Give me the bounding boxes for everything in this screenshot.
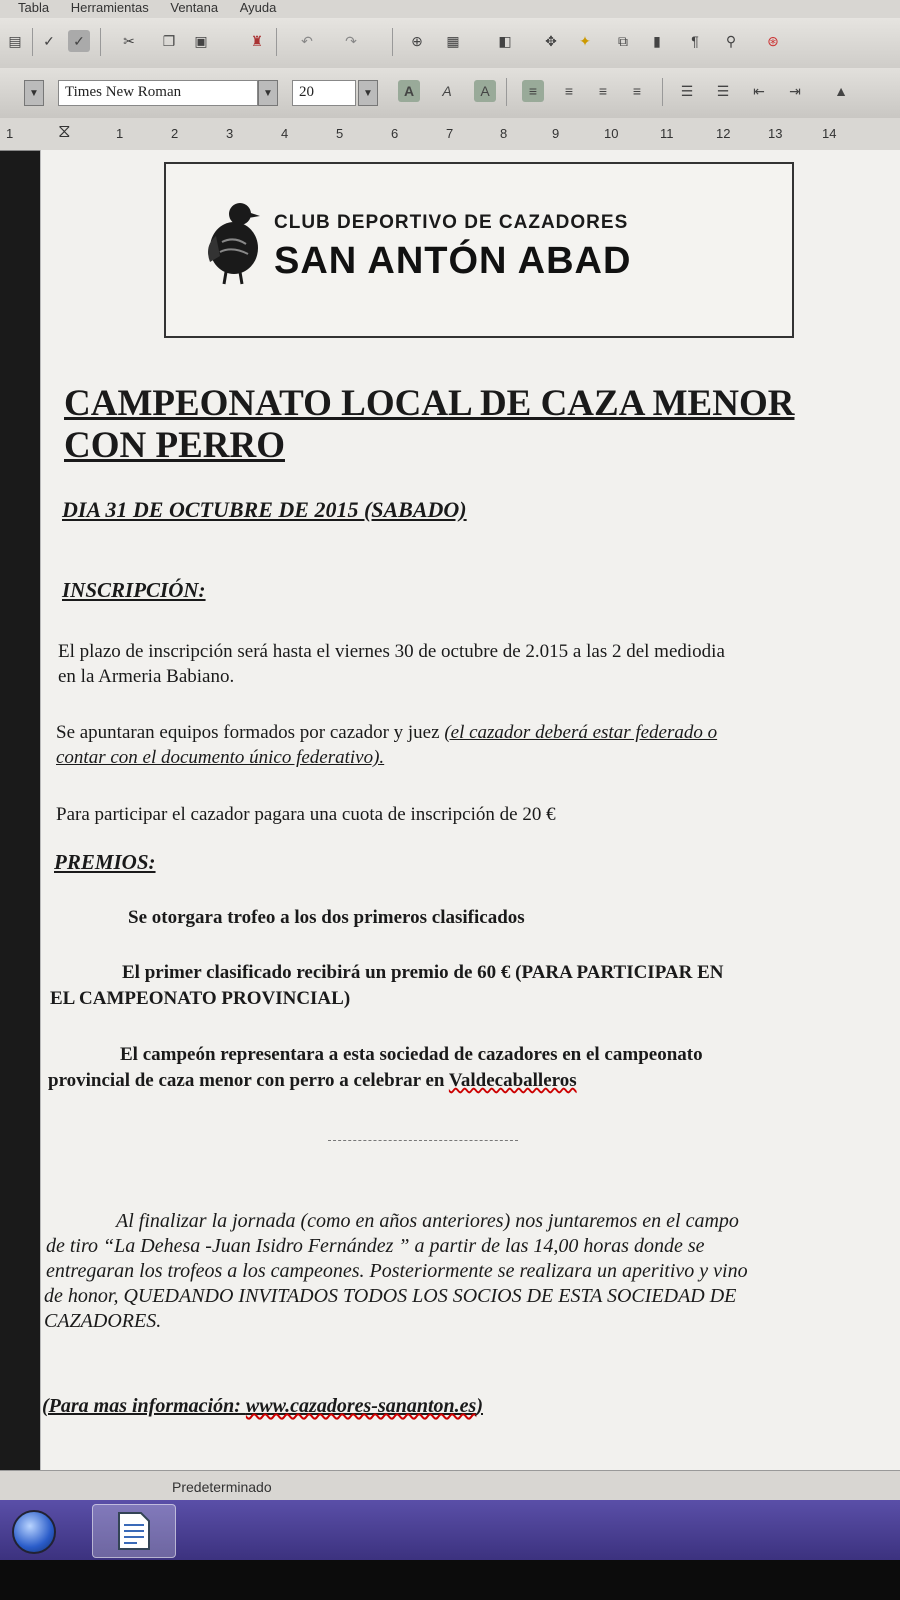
info-prefix: (Para mas información: xyxy=(42,1395,246,1417)
closing-text: de honor, QUEDANDO INVITADOS TODOS LOS SOCIOS DE ESTA SOCIEDAD DE xyxy=(44,1285,737,1307)
taskbar xyxy=(0,1500,900,1560)
formatting-toolbar xyxy=(0,68,900,119)
info-suffix: ) xyxy=(476,1395,483,1417)
justify-icon[interactable]: ≡ xyxy=(632,83,642,99)
navigator-icon[interactable]: ✥ xyxy=(545,32,557,49)
underline-icon[interactable]: A xyxy=(474,80,496,102)
chart-icon[interactable]: ◧ xyxy=(498,32,512,49)
paragraph-text: El plazo de inscripción será hasta el viernes 30 de octubre de 2.015 a las 2 del mediodia xyxy=(58,641,725,662)
indent-marker-icon[interactable]: ⧖ xyxy=(58,121,71,141)
nonprinting-chars-icon[interactable]: ¶ xyxy=(691,33,699,49)
font-name-dropdown-icon[interactable]: ▼ xyxy=(258,80,278,106)
paste-icon[interactable]: ▣ xyxy=(194,32,208,49)
toolbar-separator xyxy=(506,78,507,106)
inscripcion-heading: INSCRIPCIÓN: xyxy=(62,578,206,602)
paragraph-text xyxy=(56,722,717,744)
closing-text: de tiro “La Dehesa -Juan Isidro Fernández ” a partir de las 14,00 horas donde se xyxy=(46,1235,705,1257)
menu-herramientas[interactable]: Herramientas xyxy=(70,0,149,15)
ruler-number: 3 xyxy=(226,126,234,141)
event-date: DIA 31 DE OCTUBRE DE 2015 (SABADO) xyxy=(62,497,467,522)
cut-icon[interactable]: ✂ xyxy=(123,32,135,49)
menu-ayuda[interactable]: Ayuda xyxy=(239,0,277,15)
start-button-icon[interactable] xyxy=(12,1510,56,1554)
toolbar-separator xyxy=(100,28,101,56)
open-icon[interactable]: ▤ xyxy=(8,32,22,49)
standard-toolbar xyxy=(0,18,900,69)
copy-icon[interactable]: ❐ xyxy=(162,32,176,49)
bold-icon[interactable]: A xyxy=(398,80,420,102)
align-right-icon[interactable]: ≡ xyxy=(598,83,608,99)
increase-indent-icon[interactable]: ⇥ xyxy=(789,82,801,99)
align-center-icon[interactable]: ≡ xyxy=(564,83,574,99)
clone-format-icon[interactable]: ♜ xyxy=(250,32,264,49)
find-replace-icon[interactable]: ⧉ xyxy=(618,32,628,49)
ruler-number: 1 xyxy=(116,126,124,141)
paragraph-text-italic: contar con el documento único federativo). xyxy=(56,747,385,768)
zoom-icon[interactable]: ⚲ xyxy=(725,32,737,49)
autospellcheck-icon[interactable]: ✓ xyxy=(68,30,90,52)
screen-bezel xyxy=(0,1560,900,1600)
font-size-dropdown-icon[interactable]: ▼ xyxy=(358,80,378,106)
styles-dropdown-button[interactable]: ▼ xyxy=(24,80,44,106)
writer-document-icon xyxy=(117,1511,151,1551)
font-color-icon[interactable]: ▲ xyxy=(834,83,848,99)
logo-club-title: SAN ANTÓN ABAD xyxy=(274,240,632,282)
font-name-box[interactable]: Times New Roman xyxy=(58,80,258,106)
toolbar-separator xyxy=(662,78,663,106)
toolbar-separator xyxy=(32,28,33,56)
website-link[interactable]: www.cazadores-sananton.es xyxy=(245,1395,477,1417)
undo-icon[interactable]: ↶ xyxy=(301,32,313,49)
decrease-indent-icon[interactable]: ⇤ xyxy=(753,82,765,99)
ruler-number: 8 xyxy=(500,126,508,141)
prize-text: El primer clasificado recibirá un premio de 60 € (PARA PARTICIPAR EN xyxy=(122,962,724,983)
ruler-number: 4 xyxy=(281,126,289,141)
align-left-icon[interactable]: ≡ xyxy=(522,80,544,102)
closing-text: CAZADORES. xyxy=(44,1310,162,1332)
ruler-number: 2 xyxy=(171,126,179,141)
redo-icon[interactable]: ↷ xyxy=(345,32,357,49)
ruler-number: 11 xyxy=(660,126,674,141)
menu-tabla[interactable]: Tabla xyxy=(18,0,50,15)
toolbar-separator xyxy=(392,28,393,56)
writer-taskbar-button[interactable] xyxy=(92,1504,176,1558)
prize-text: Se otorgara trofeo a los dos primeros clasificados xyxy=(128,907,525,928)
menu-bar xyxy=(0,0,900,18)
partridge-logo-icon xyxy=(196,196,268,286)
ruler-number: 5 xyxy=(336,126,344,141)
help-icon[interactable]: ⊛ xyxy=(767,32,779,49)
document-page[interactable] xyxy=(40,150,900,1470)
paragraph-text-italic: (el cazador deberá estar federado o xyxy=(444,722,718,743)
info-line xyxy=(42,1395,483,1418)
ruler-number: 1 xyxy=(6,126,14,141)
dotted-separator xyxy=(328,1140,518,1141)
prize-text-plain: provincial de caza menor con perro a celebrar en xyxy=(48,1070,449,1091)
ruler-number: 12 xyxy=(716,126,731,141)
paragraph-text-plain: Se apuntaran equipos formados por cazador y juez xyxy=(56,722,445,743)
gallery-icon[interactable]: ▮ xyxy=(653,32,661,49)
italic-icon[interactable]: A xyxy=(442,83,452,99)
logo-club-name: CLUB DEPORTIVO DE CAZADORES xyxy=(274,212,629,233)
closing-text: Al finalizar la jornada (como en años anteriores) nos juntaremos en el campo xyxy=(116,1210,739,1232)
numbering-icon[interactable]: ☰ xyxy=(680,82,694,99)
text-boundary xyxy=(40,150,41,1470)
closing-text: entregaran los trofeos a los campeones. Posteriormente se realizara un aperitivo y vino xyxy=(46,1260,748,1282)
page-style-status[interactable]: Predeterminado xyxy=(172,1479,272,1495)
prize-text xyxy=(48,1070,577,1092)
toolbar-separator xyxy=(276,28,277,56)
misspelled-word[interactable]: Valdecaballeros xyxy=(448,1070,577,1091)
logo-frame[interactable] xyxy=(164,162,794,338)
status-bar xyxy=(0,1470,900,1501)
paragraph-text: en la Armeria Babiano. xyxy=(58,666,235,687)
document-title: CAMPEONATO LOCAL DE CAZA MENOR xyxy=(64,383,795,424)
prize-text: El campeón representara a esta sociedad de cazadores en el campeonato xyxy=(120,1044,703,1065)
document-title-line2: CON PERRO xyxy=(64,425,285,466)
font-size-box[interactable]: 20 xyxy=(292,80,356,106)
horizontal-ruler[interactable] xyxy=(0,118,900,151)
ruler-number: 9 xyxy=(552,126,560,141)
draw-functions-icon[interactable]: ✦ xyxy=(579,32,591,49)
table-icon[interactable]: ▦ xyxy=(446,32,460,49)
bullets-icon[interactable]: ☰ xyxy=(716,82,730,99)
ruler-number: 6 xyxy=(391,126,399,141)
ruler-number: 10 xyxy=(604,126,619,141)
premios-heading: PREMIOS: xyxy=(54,850,156,874)
ruler-number: 14 xyxy=(822,126,837,141)
paragraph-text: Para participar el cazador pagara una cuota de inscripción de 20 € xyxy=(56,804,556,825)
menu-ventana[interactable]: Ventana xyxy=(170,0,219,15)
hyperlink-icon[interactable]: ⊕ xyxy=(411,32,423,49)
ruler-number: 13 xyxy=(768,126,783,141)
spellcheck-icon[interactable]: ✓ xyxy=(43,32,55,49)
prize-text: EL CAMPEONATO PROVINCIAL) xyxy=(50,988,351,1009)
ruler-number: 7 xyxy=(446,126,454,141)
